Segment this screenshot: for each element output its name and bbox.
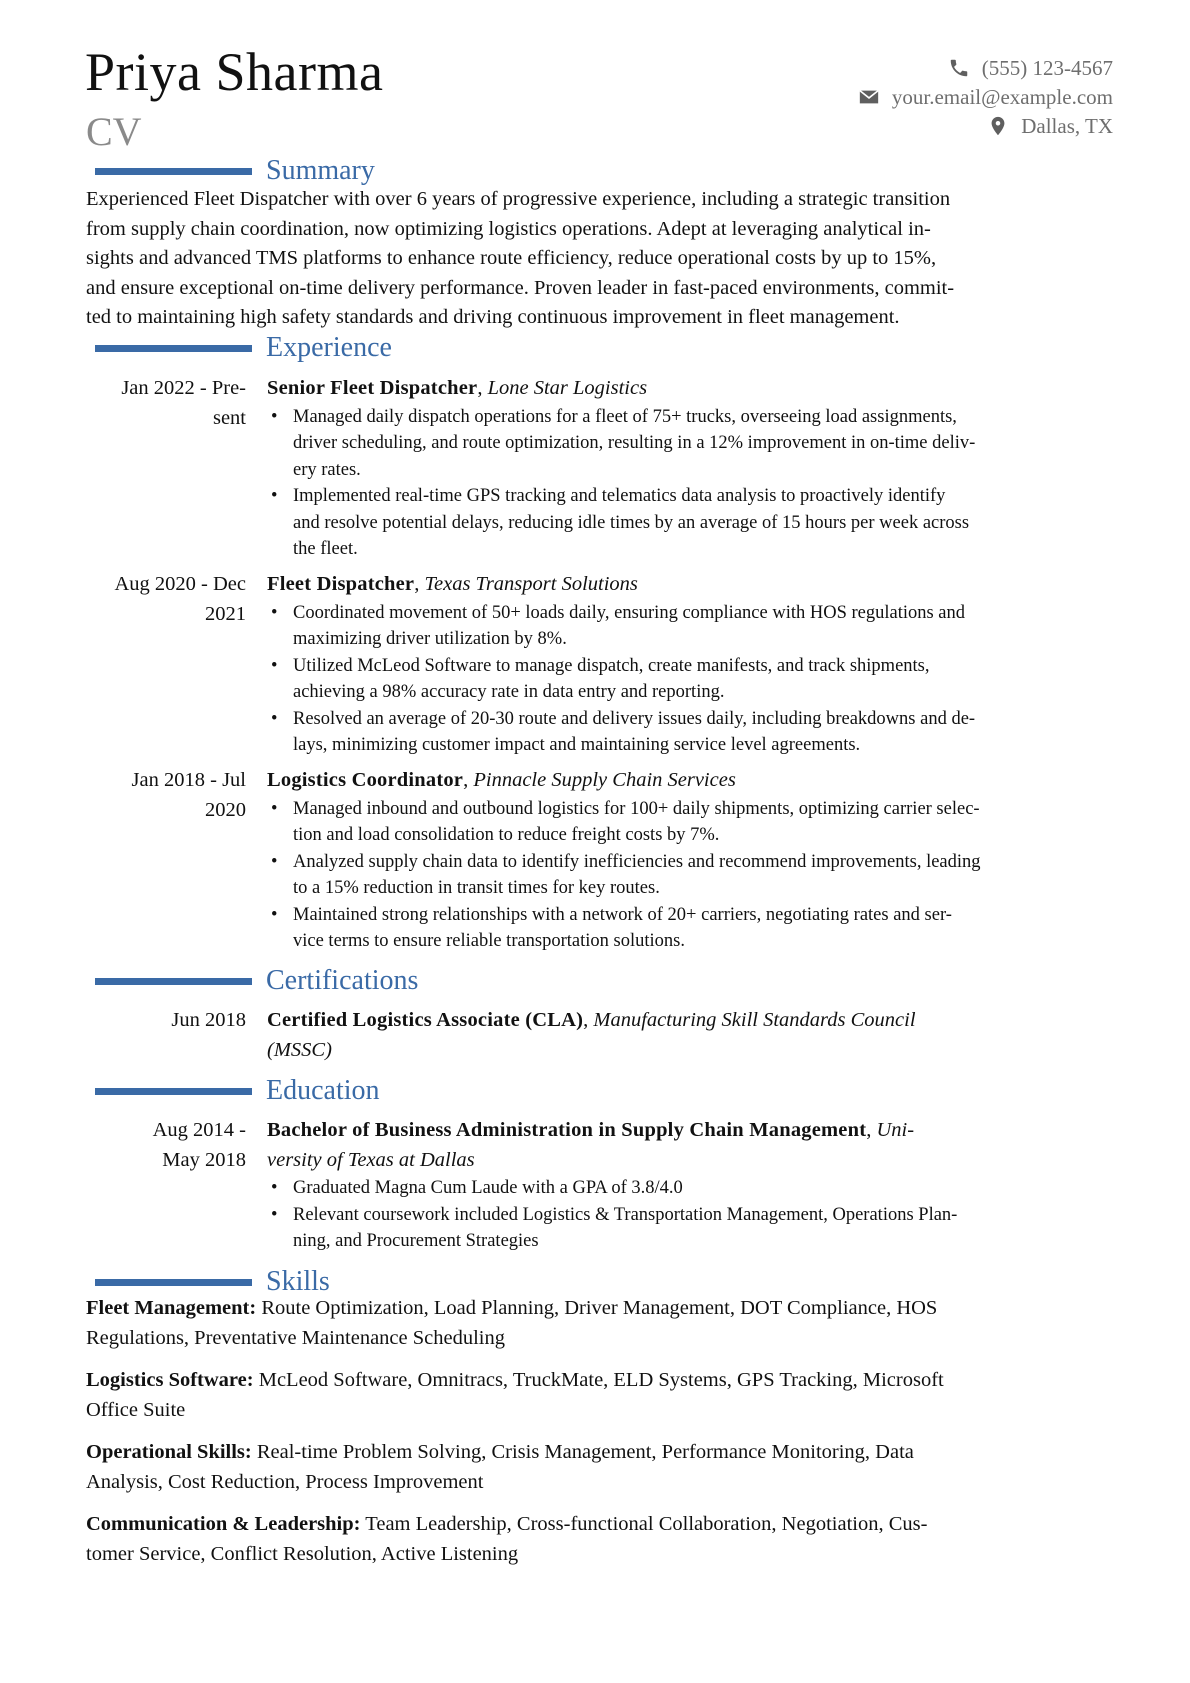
date-line: Jun 2018: [171, 1009, 246, 1031]
skill-label: Fleet Management:: [86, 1297, 257, 1319]
education-heading: [95, 1073, 1115, 1109]
entry-heading: Senior Fleet Dispatcher, Lone Star Logistics: [267, 377, 648, 399]
bullet-line: achieving a 98% accuracy rate in data entry and reporting.: [293, 682, 725, 702]
list-item: [267, 1202, 1172, 1255]
bullet-line: to a 15% reduction in transit times for key routes.: [293, 878, 660, 898]
bullet-line: Utilized McLeod Software to manage dispatch, create manifests, and track shipments,: [293, 655, 930, 676]
bullet-line: ery rates.: [293, 459, 361, 480]
summary-line: sights and advanced TMS platforms to enhance route efficiency, reduce operational costs by up to 15%,: [86, 247, 937, 269]
section-rule: [95, 978, 252, 985]
entry-date: [86, 1006, 246, 1036]
entry-content: [267, 374, 1172, 563]
section-rule: [95, 345, 252, 352]
degree-name: Bachelor of Business Administration in Supply Chain Management: [267, 1119, 867, 1141]
skill-values: McLeod Software, Omnitracs, TruckMate, ELD Systems, GPS Tracking, Microsoft: [258, 1369, 944, 1391]
employer: Pinnacle Supply Chain Services: [473, 769, 736, 791]
date-line: Aug 2020 - Dec: [114, 573, 246, 595]
section-rule: [95, 168, 252, 175]
bullet-icon: •: [271, 486, 278, 506]
skill-group: [86, 1294, 1116, 1353]
employer: Texas Transport Solutions: [424, 573, 638, 595]
phone-icon: [948, 57, 970, 79]
bullet-icon: •: [271, 1178, 278, 1198]
summary-line: from supply chain coordination, now optimizing logistics operations. Adept at leveraging analytical in-: [86, 217, 931, 240]
skill-values-cont: Analysis, Cost Reduction, Process Improvement: [86, 1470, 484, 1493]
section-title: Skills: [266, 1266, 330, 1297]
date-line: Jan 2022 - Pre-: [121, 377, 246, 399]
school-name: Uni-: [876, 1119, 915, 1141]
skill-group: [86, 1510, 1116, 1569]
summary-line: ted to maintaining high safety standards and driving continuous improvement in fleet management.: [86, 306, 900, 328]
bullet-line: ning, and Procurement Strategies: [293, 1231, 539, 1251]
section-title: Summary: [266, 155, 375, 186]
certification-name: Certified Logistics Associate (CLA): [267, 1009, 584, 1031]
bullet-icon: •: [271, 904, 278, 925]
map-pin-icon: [987, 115, 1009, 137]
experience-heading: [95, 330, 1115, 366]
bullet-list: [267, 600, 1172, 759]
section-title: Certifications: [266, 965, 419, 996]
list-item: [267, 849, 1172, 902]
bullet-line: Relevant coursework included Logistics & Transportation Management, Operations Plan-: [293, 1204, 958, 1225]
job-title: Senior Fleet Dispatcher: [267, 377, 478, 399]
list-item: [267, 796, 1172, 849]
skill-values-cont: tomer Service, Conflict Resolution, Active Listening: [86, 1542, 519, 1565]
job-title: Logistics Coordinator: [267, 769, 464, 791]
bullet-icon: •: [271, 602, 278, 623]
bullet-line: Graduated Magna Cum Laude with a GPA of 3.8/4.0: [293, 1178, 683, 1198]
date-line: sent: [212, 406, 246, 429]
bullet-list: [267, 796, 1172, 955]
bullet-line: lays, minimizing customer impact and maintaining service level agreements.: [293, 735, 861, 755]
bullet-line: vice terms to ensure reliable transportation solutions.: [293, 931, 685, 951]
date-line: 2021: [205, 602, 246, 625]
document-type: CV: [86, 109, 142, 154]
contact-email[interactable]: [858, 82, 1113, 112]
entry-heading: Certified Logistics Associate (CLA), Manufacturing Skill Standards Council (MSSC): [267, 1006, 1172, 1065]
skill-group: [86, 1366, 1116, 1425]
entry-content: [267, 766, 1172, 955]
bullet-line: Maintained strong relationships with a network of 20+ carriers, negotiating rates and ser-: [293, 904, 952, 925]
skill-values-cont: Regulations, Preventative Maintenance Scheduling: [86, 1326, 505, 1349]
envelope-icon: [858, 86, 880, 108]
bullet-list: [267, 1175, 1172, 1255]
bullet-icon: •: [271, 708, 278, 729]
contact-phone[interactable]: [948, 53, 1113, 83]
section-rule: [95, 1088, 252, 1095]
skill-label: Communication & Leadership:: [86, 1513, 361, 1535]
certification-issuer-cont: (MSSC): [267, 1038, 332, 1061]
list-item: [267, 902, 1172, 955]
summary-heading: [95, 153, 1115, 189]
contact-location: [987, 111, 1113, 141]
section-rule: [95, 1279, 252, 1286]
job-title: Fleet Dispatcher: [267, 573, 415, 595]
school-name-cont: versity of Texas at Dallas: [267, 1148, 475, 1171]
skill-values-cont: Office Suite: [86, 1398, 186, 1421]
entry-date: [86, 570, 246, 629]
bullet-line: Managed daily dispatch operations for a fleet of 75+ trucks, overseeing load assignments,: [293, 406, 957, 427]
list-item: [267, 600, 1172, 653]
entry-content: [267, 1116, 1172, 1255]
list-item: [267, 706, 1172, 759]
bullet-line: Analyzed supply chain data to identify inefficiencies and recommend improvements, leading: [293, 851, 981, 872]
bullet-line: Resolved an average of 20-30 route and delivery issues daily, including breakdowns and de-: [293, 708, 976, 729]
skill-values: Route Optimization, Load Planning, Driver Management, DOT Compliance, HOS: [261, 1297, 938, 1319]
entry-heading: Bachelor of Business Administration in Supply Chain Management, Uni- versity of Texas at Dallas: [267, 1116, 1172, 1175]
candidate-name: Priya Sharma: [85, 42, 384, 102]
bullet-line: driver scheduling, and route optimization, resulting in a 12% improvement in on-time deliv-: [293, 433, 976, 453]
list-item: [267, 1175, 1172, 1202]
entry-date: [86, 374, 246, 433]
entry-heading: Logistics Coordinator, Pinnacle Supply Chain Services: [267, 769, 736, 791]
employer: Lone Star Logistics: [487, 377, 648, 399]
bullet-line: tion and load consolidation to reduce freight costs by 7%.: [293, 825, 720, 845]
skill-label: Operational Skills:: [86, 1441, 252, 1463]
summary-line: and ensure exceptional on-time delivery performance. Proven leader in fast-paced environments, commit-: [86, 276, 955, 299]
bullet-line: Coordinated movement of 50+ loads daily, ensuring compliance with HOS regulations and: [293, 602, 966, 623]
skill-values: Real-time Problem Solving, Crisis Management, Performance Monitoring, Data: [256, 1441, 914, 1463]
skill-values: Team Leadership, Cross-functional Collaboration, Negotiation, Cus-: [365, 1513, 928, 1535]
date-line: 2020: [205, 798, 246, 821]
email-text: your.email@example.com: [891, 84, 1113, 109]
entry-date: [86, 766, 246, 825]
phone-text: (555) 123-4567: [981, 55, 1113, 80]
date-line: Aug 2014 -: [152, 1119, 246, 1141]
bullet-icon: •: [271, 655, 278, 676]
bullet-line: and resolve potential delays, reducing idle times by an average of 15 hours per week across: [293, 512, 970, 533]
entry-heading: Fleet Dispatcher, Texas Transport Solutions: [267, 573, 638, 595]
bullet-list: [267, 404, 1172, 563]
summary-paragraph: [86, 185, 1116, 333]
certification-issuer: Manufacturing Skill Standards Council: [593, 1009, 916, 1031]
section-title: Education: [266, 1075, 380, 1106]
bullet-line: Implemented real-time GPS tracking and telematics data analysis to proactively identify: [293, 486, 946, 506]
bullet-icon: •: [271, 851, 278, 872]
entry-content: [267, 1006, 1172, 1065]
skill-group: [86, 1438, 1116, 1497]
bullet-line: the fleet.: [293, 539, 358, 559]
bullet-icon: •: [271, 798, 278, 819]
bullet-icon: •: [271, 406, 278, 427]
date-line: Jan 2018 - Jul: [131, 769, 246, 791]
bullet-line: Managed inbound and outbound logistics for 100+ daily shipments, optimizing carrier selec-: [293, 798, 980, 819]
entry-date: [86, 1116, 246, 1175]
date-line: May 2018: [162, 1148, 246, 1171]
bullet-line: maximizing driver utilization by 8%.: [293, 629, 567, 649]
list-item: [267, 653, 1172, 706]
entry-content: [267, 570, 1172, 759]
bullet-icon: •: [271, 1204, 278, 1225]
summary-line: Experienced Fleet Dispatcher with over 6 years of progressive experience, including a strategic transition: [86, 188, 951, 210]
section-title: Experience: [266, 332, 392, 363]
skill-label: Logistics Software:: [86, 1369, 254, 1391]
list-item: [267, 404, 1172, 484]
list-item: [267, 483, 1172, 563]
location-text: Dallas, TX: [1021, 113, 1113, 138]
certifications-heading: [95, 963, 1115, 999]
